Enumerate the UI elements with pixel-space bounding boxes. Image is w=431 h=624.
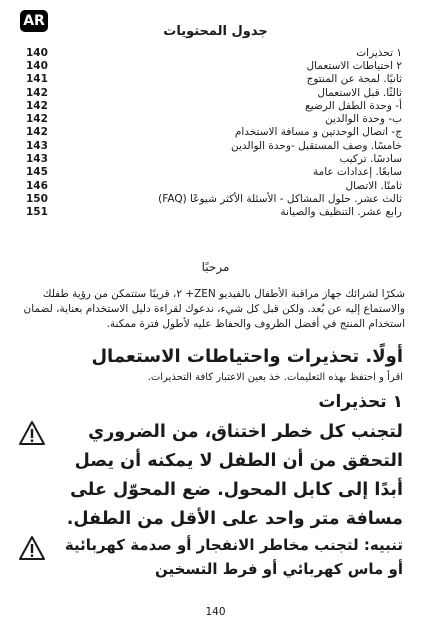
- greeting: مرحبًا: [201, 260, 230, 274]
- toc-label: خامسًا. وصف المستقبل -وحدة الوالدين: [230, 139, 402, 152]
- toc-row: [26, 86, 402, 99]
- warning-icon: [18, 420, 46, 446]
- warning-text: لتجنب كل خطر اختناق، من الضروري التحقق من أن الطفل لا يمكنه أن يصل أبدًا إلى كابل المحول. ضع المحوّل على مسافة متر واحد على الأقل من الطفل.: [66, 422, 403, 529]
- toc-label: أ- وحدة الطفل الرضيع: [305, 99, 402, 112]
- toc-page: 145: [26, 166, 48, 179]
- toc-label: سابعًا. إعدادات عامة: [312, 166, 402, 179]
- language-badge: AR: [20, 10, 48, 32]
- toc-row: [26, 206, 402, 219]
- toc-row: [26, 179, 402, 192]
- warning-icon: [18, 535, 46, 561]
- toc-label: ثانيًا. لمحة عن المنتوج: [306, 73, 402, 86]
- toc-row: [26, 46, 402, 59]
- intro-paragraph: شكرًا لشرائك جهاز مراقبة الأطفال بالفيديو ZEN+ ٢، قريبًا ستتمكن من رؤية طفلك والاستماع إليه عن بُعد. ولكن قبل كل شيء، ندعوك لقراءة دليل الاستخدام بعناية، لضمان استخدام المنتج في أفضل الظروف والحفاظ عليه لأطول فترة ممكنة.: [23, 288, 405, 330]
- toc-label: ١ تحذيرات: [356, 46, 402, 59]
- toc-row: [26, 99, 402, 112]
- toc-title: جدول المحتويات: [163, 24, 268, 39]
- toc-page: 151: [26, 206, 48, 219]
- toc-row: [26, 112, 402, 125]
- toc-row: [26, 166, 402, 179]
- toc-row: [26, 152, 402, 165]
- toc-label: ج- اتصال الوحدتين و مسافة الاستخدام: [234, 126, 402, 139]
- warning-block: [18, 533, 403, 581]
- toc-page: 141: [26, 73, 48, 86]
- toc-page: 142: [26, 86, 48, 99]
- table-of-contents: [26, 46, 402, 219]
- toc-page: 142: [26, 113, 48, 126]
- toc-row: [26, 139, 402, 152]
- toc-page: 140: [26, 46, 48, 59]
- toc-label: ثالث عشر. حلول المشاكل - الأسئلة الأكثر شيوعًا (FAQ): [158, 192, 402, 205]
- toc-row: [26, 126, 402, 139]
- toc-row: [26, 59, 402, 72]
- toc-page: 143: [26, 153, 48, 166]
- toc-page: 150: [26, 192, 48, 205]
- subsection-heading: ١ تحذيرات: [318, 392, 403, 412]
- section-subtitle: اقرأ و احتفظ بهذه التعليمات. خذ بعين الاعتبار كافة التحذيرات.: [147, 372, 403, 383]
- toc-row: [26, 73, 402, 86]
- toc-label: سادسًا. تركيب: [339, 153, 402, 166]
- page-number: 140: [205, 606, 226, 618]
- toc-label: ٢ احتياطات الاستعمال: [306, 59, 402, 72]
- toc-label: ثامنًا. الاتصال: [345, 179, 402, 192]
- section-heading: أولًا. تحذيرات واحتياطات الاستعمال: [91, 346, 403, 367]
- toc-page: 142: [26, 99, 48, 112]
- toc-row: [26, 192, 402, 205]
- toc-label: ثالثًا. قبل الاستعمال: [317, 86, 402, 99]
- warning-block: [18, 418, 403, 534]
- warning-text: تنبيه: لتجنب مخاطر الانفجار أو صدمة كهربائية أو ماس كهربائي أو فرط التسخين: [64, 536, 403, 578]
- toc-page: 142: [26, 126, 48, 139]
- toc-label: رابع عشر. التنظيف والصيانة: [280, 206, 402, 219]
- toc-page: 140: [26, 59, 48, 72]
- toc-page: 146: [26, 179, 48, 192]
- toc-page: 143: [26, 139, 48, 152]
- toc-label: ب- وحدة الوالدين: [324, 113, 402, 126]
